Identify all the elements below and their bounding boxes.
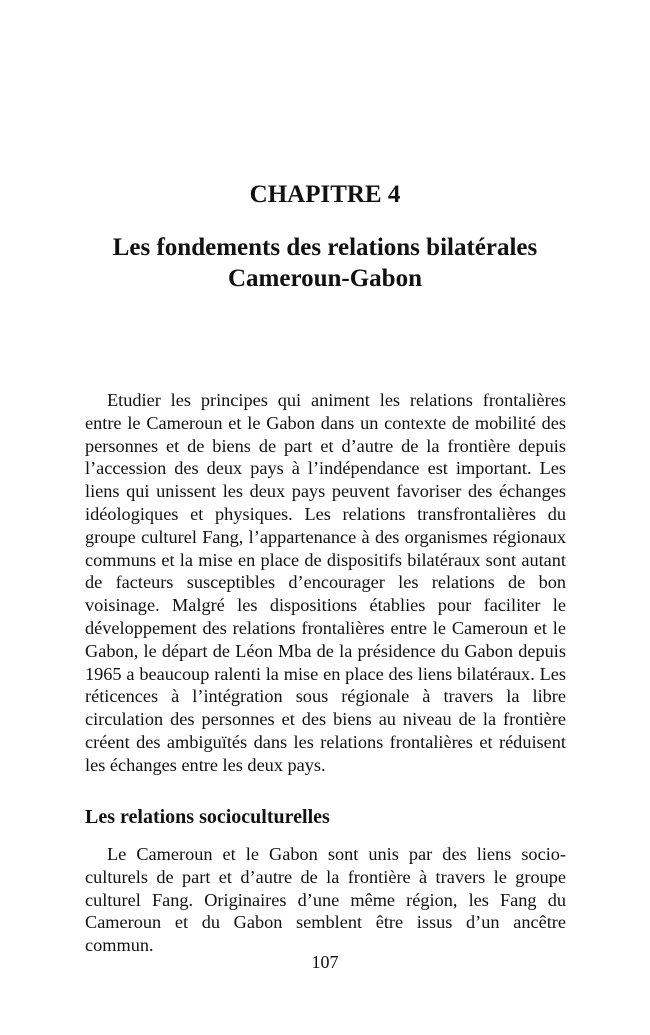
chapter-label: CHAPITRE 4 bbox=[249, 181, 401, 208]
intro-paragraph: Etudier les principes qui animent les relations frontalières entre le Cameroun et le Gabon dans un contexte de mobilité des personnes et de biens de part et d’autre de la frontière depuis l’accession des deux pays à l’indépendance est important. Les liens qui unissent les deux pays peuvent favoriser des échanges idéologiques et physiques. Les relations transfrontalières du groupe culturel Fang, l’appartenance à des organismes régionaux communs et la mise en place de dispositifs bilatéraux sont autant de facteurs susceptibles d’encourager les relations de bon voisinage. Malgré les dispositions établies pour faciliter le développement des relations frontalières entre le Cameroun et le Gabon, le départ de Léon Mba de la présidence du Gabon depuis 1965 a beaucoup ralenti la mise en place des liens bilatéraux. Les réticences à l’intégration sous régionale à travers la libre circulation des personnes et des biens au niveau de la frontière créent des ambiguïtés dans les relations frontalières et réduisent les échanges entre les deux pays. bbox=[85, 390, 566, 775]
section-paragraph: Le Cameroun et le Gabon sont unis par des liens socio-culturels de part et d’autre de la frontière à travers le groupe culturel Fang. Originaires d’une même région, les Fang du Cameroun et du Gabon semblent être issus d’un ancêtre commun. bbox=[85, 844, 566, 956]
chapter-title-line-2: Cameroun-Gabon bbox=[227, 265, 422, 292]
page-number: 107 bbox=[311, 952, 339, 972]
chapter-title bbox=[80, 232, 570, 294]
section-heading: Les relations socioculturelles bbox=[85, 806, 330, 828]
chapter-title-line-1: Les fondements des relations bilatérales bbox=[112, 234, 538, 261]
